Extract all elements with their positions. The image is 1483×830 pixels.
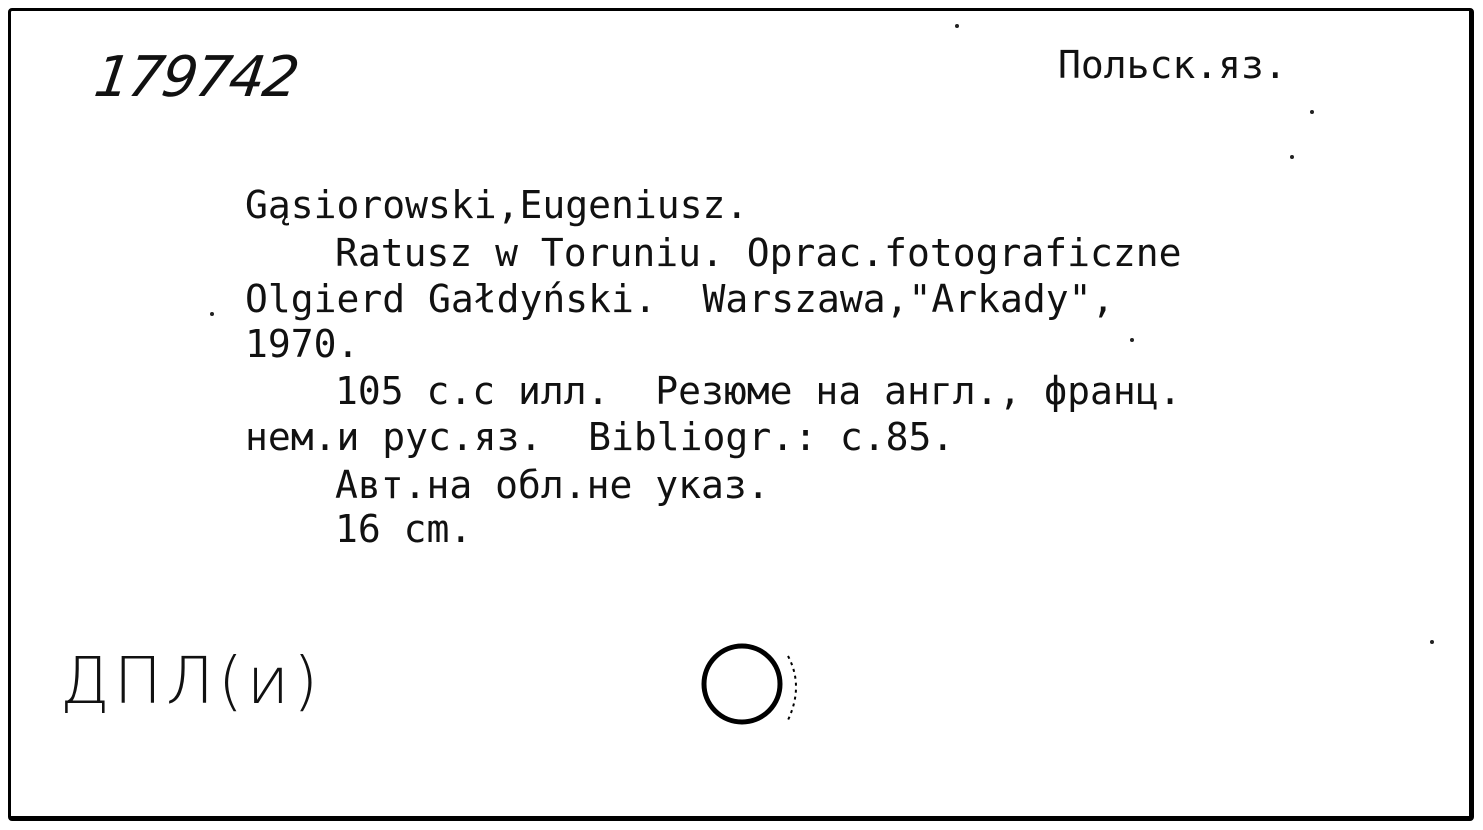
- scan-speck: [1290, 155, 1294, 159]
- scan-speck: [955, 24, 959, 28]
- credit-publisher: Olgierd Gałdyński. Warszawa,"Arkady",: [245, 277, 1115, 321]
- book-size: 16 cm.: [335, 507, 473, 551]
- scan-speck: [1130, 338, 1134, 342]
- scan-speck: [210, 312, 214, 316]
- author-note: Авт.на обл.не указ.: [335, 463, 770, 507]
- shelf-mark: ДПЛ(и): [60, 645, 323, 719]
- language-note: Польск.яз.: [1058, 43, 1287, 87]
- publication-year: 1970.: [245, 322, 360, 366]
- scan-speck: [1310, 110, 1314, 114]
- title-statement: Ratusz w Toruniu. Oprac.fotograficzne: [335, 231, 1182, 275]
- punch-hole-icon: [700, 636, 800, 736]
- accession-number: 179742: [90, 45, 302, 110]
- scan-speck: [1430, 640, 1434, 644]
- author-heading: Gąsiorowski,Eugeniusz.: [245, 183, 749, 227]
- physical-description: 105 с.с илл. Резюме на англ., франц.: [335, 369, 1182, 413]
- summary-languages: нем.и рус.яз. Bibliogr.: с.85.: [245, 415, 955, 459]
